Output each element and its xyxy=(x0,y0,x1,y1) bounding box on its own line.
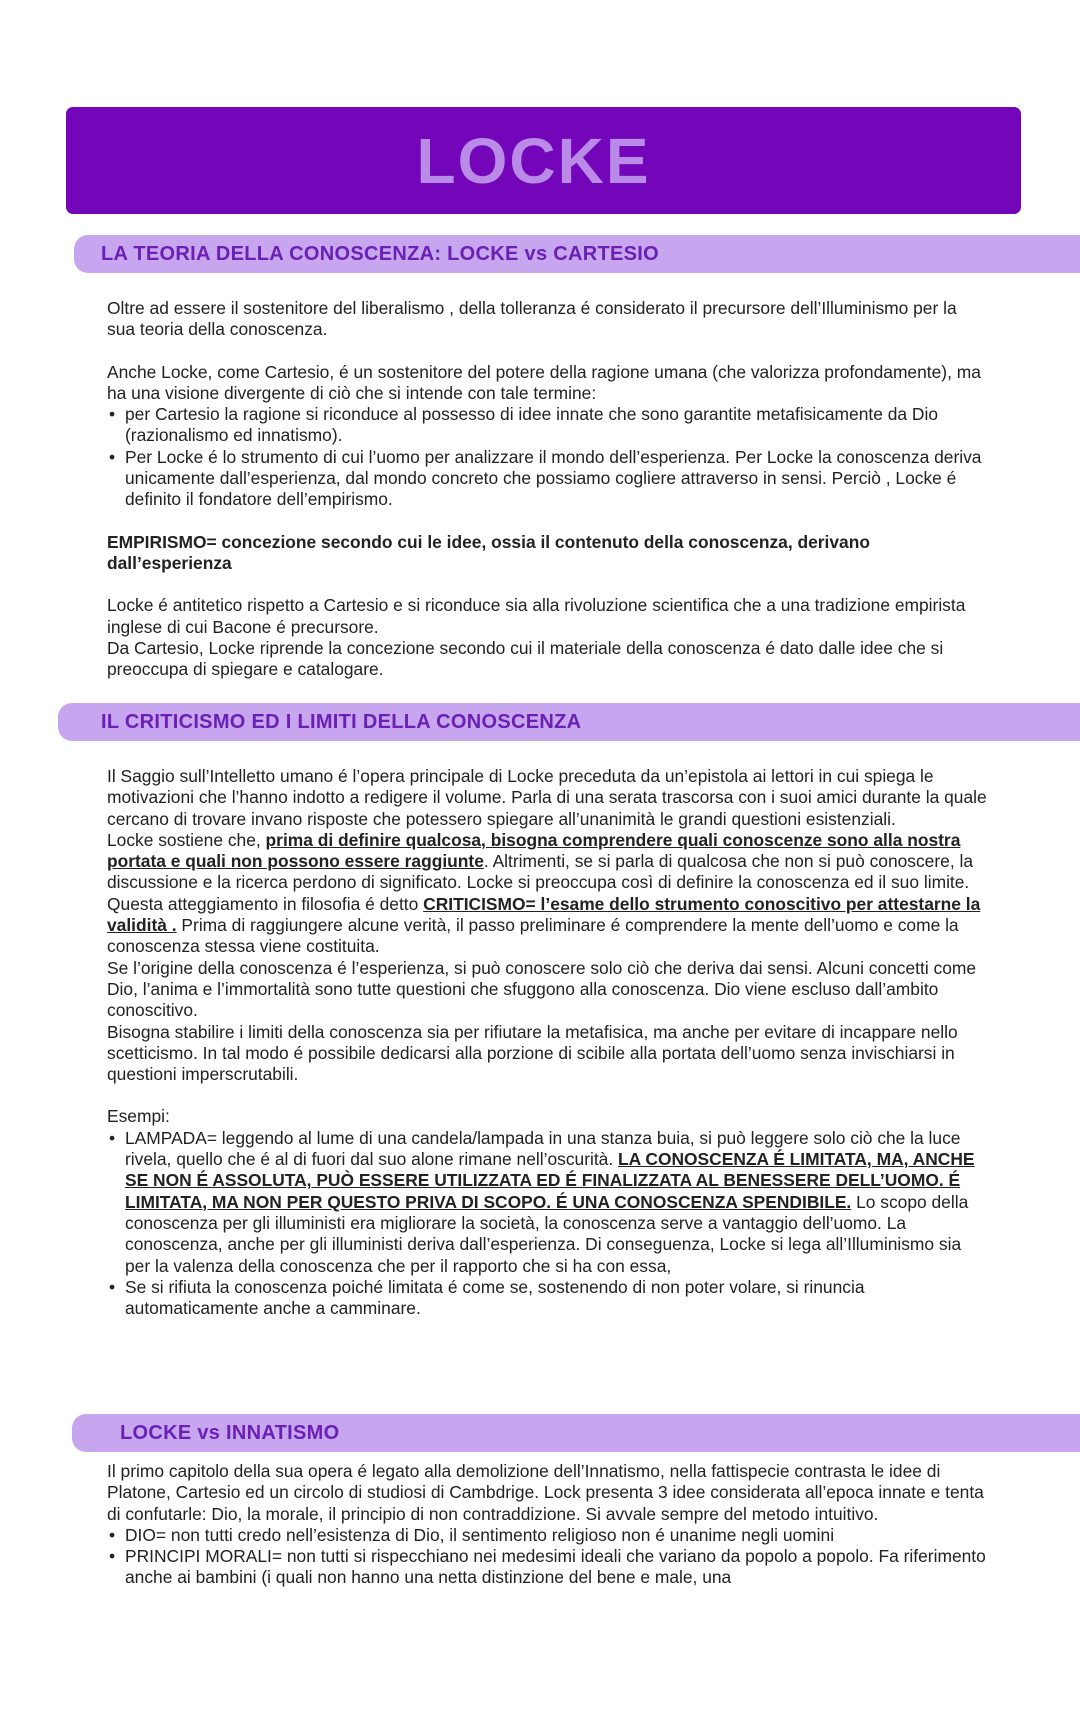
text-span: . Altrimenti, se si parla di qualcosa che non si può conoscere, la discussione e la ricerca perdono di significato. Locke si preoccupa così di definire la conoscenza ed il suo limite. xyxy=(107,851,974,893)
section-body-teoria-conoscenza xyxy=(107,298,987,680)
paragraph: Anche Locke, come Cartesio, é un sostenitore del potere della ragione umana (che valorizza profondamente), ma ha una visione divergente di ciò che si intende con tale termine: xyxy=(107,361,981,403)
text-span: Questa atteggiamento in filosofia é detto xyxy=(107,893,424,914)
section-body-criticismo xyxy=(107,766,987,1319)
bullet-list xyxy=(107,1525,987,1589)
page-title: LOCKE xyxy=(416,124,651,197)
examples-list xyxy=(107,1128,987,1320)
underlined-emphasis: prima di definire qualcosa, bisogna comprendere quali conoscenze sono alla nostra portata e quali non possono essere raggiunte xyxy=(107,829,961,872)
underlined-emphasis: LA CONOSCENZA É LIMITATA, MA, ANCHE SE NON É ASSOLUTA, PUÒ ESSERE UTILIZZATA ED É FINALIZZATA AL BENESSERE DELL’UOMO. É LIMITATA, MA NON PER QUESTO PRIVA DI SCOPO. É UNA CONOSCENZA SPENDIBILE. xyxy=(125,1149,975,1212)
text-span: Lo scopo della conoscenza per gli illuministi era migliorare la società, la conoscenza serve a vantaggio dell’uomo. La conoscenza, anche per gli illuministi deriva dall’esperienza. Di conseguenza, Locke si lega all’Illuminismo sia per la valenza della conoscenza che per il rapporto che si ha con essa, xyxy=(125,1191,969,1276)
empirismo-definition: EMPIRISMO= concezione secondo cui le idee, ossia il contenuto della conoscenza, derivano dall’esperienza xyxy=(107,531,870,573)
paragraph xyxy=(107,830,987,894)
paragraph: Il primo capitolo della sua opera é legato alla demolizione dell’Innatismo, nella fattispecie contrasta le idee di Platone, Cartesio ed un circolo di studiosi di Cambdrige. Lock presenta 3 idee considerata all’epoca innate e tenta di confutarle: Dio, la morale, il principio di non contraddizione. Si avvale sempre del metodo intuitivo. xyxy=(107,1461,984,1524)
paragraph xyxy=(107,894,987,958)
list-item: • Per Locke é lo strumento di cui l’uomo per analizzare il mondo dell’esperienza. Per Locke la conoscenza deriva unicamente dall’esperienza, dal mondo concreto che possiamo cogliere attraverso in sensi. Perciò , Locke é definito il fondatore dell’empirismo. xyxy=(107,447,987,511)
paragraph: Bisogna stabilire i limiti della conoscenza sia per rifiutare la metafisica, ma anche per evitare di incappare nello scetticismo. In tal modo é possibile dedicarsi alla porzione di scibile alla portata dell’uomo senza invischiarsi in questioni imperscrutabili. xyxy=(107,1021,958,1085)
text-span: LAMPADA= leggendo al lume di una candela/lampada in una stanza buia, si può leggere solo ciò che la luce rivela, quello che é al di fuori dal suo alone rimane nell’oscurità. xyxy=(125,1127,961,1170)
list-item xyxy=(107,1128,987,1277)
paragraph: Oltre ad essere il sostenitore del liberalismo , della tolleranza é considerato il precursore dell’Illuminismo per la sua teoria della conoscenza. xyxy=(107,298,957,340)
section-heading-teoria-conoscenza: LA TEORIA DELLA CONOSCENZA: LOCKE vs CARTESIO xyxy=(74,235,1080,273)
title-banner xyxy=(66,107,1021,214)
criticismo-definition: CRITICISMO= l’esame dello strumento conoscitivo per attestarne la validità . xyxy=(107,893,981,936)
section-heading-criticismo: IL CRITICISMO ED I LIMITI DELLA CONOSCENZA xyxy=(58,703,1080,741)
list-item: • PRINCIPI MORALI= non tutti si rispecchiano nei medesimi ideali che variano da popolo a popolo. Fa riferimento anche ai bambini (i quali non hanno una netta distinzione del bene e male, una xyxy=(107,1546,987,1589)
paragraph: Il Saggio sull’Intelletto umano é l’opera principale di Locke preceduta da un’epistola ai lettori in cui spiega le motivazioni che l’hanno indotto a redigere il volume. Parla di una serata trascorsa con i suoi amici durante la quale cercano di trovare invano risposte che potessero spiegare all’unanimità le grandi questioni esistenziali. xyxy=(107,766,987,829)
paragraph: Se l’origine della conoscenza é l’esperienza, si può conoscere solo ciò che deriva dai sensi. Alcuni concetti come Dio, l’anima e l’immortalità sono tutte questioni che sfuggono alla conoscenza. Dio viene escluso dall’ambito conoscitivo. xyxy=(107,957,977,1021)
bullet-list xyxy=(107,404,987,510)
text-span: Locke sostiene che, xyxy=(107,829,266,850)
paragraph: Da Cartesio, Locke riprende la concezione secondo cui il materiale della conoscenza é dato dalle idee che si preoccupa di spiegare e catalogare. xyxy=(107,637,944,680)
section-body-innatismo xyxy=(107,1461,987,1589)
list-item: • per Cartesio la ragione si riconduce al possesso di idee innate che sono garantite metafisicamente da Dio (razionalismo ed innatismo). xyxy=(107,404,987,447)
list-item: • Se si rifiuta la conoscenza poiché limitata é come se, sostenendo di non poter volare, si rinuncia automaticamente anche a camminare. xyxy=(107,1277,987,1320)
section-heading-innatismo: LOCKE vs INNATISMO xyxy=(72,1414,1080,1452)
list-item: • DIO= non tutti credo nell’esistenza di Dio, il sentimento religioso non é unanime negli uomini xyxy=(107,1525,987,1546)
text-span: Prima di raggiungere alcune verità, il passo preliminare é comprendere la mente dell’uomo e come la conoscenza stessa viene costituita. xyxy=(107,915,959,957)
examples-label: Esempi: xyxy=(107,1106,170,1127)
paragraph: Locke é antitetico rispetto a Cartesio e si riconduce sia alla rivoluzione scientifica che a una tradizione empirista inglese di cui Bacone é precursore. xyxy=(107,595,966,637)
